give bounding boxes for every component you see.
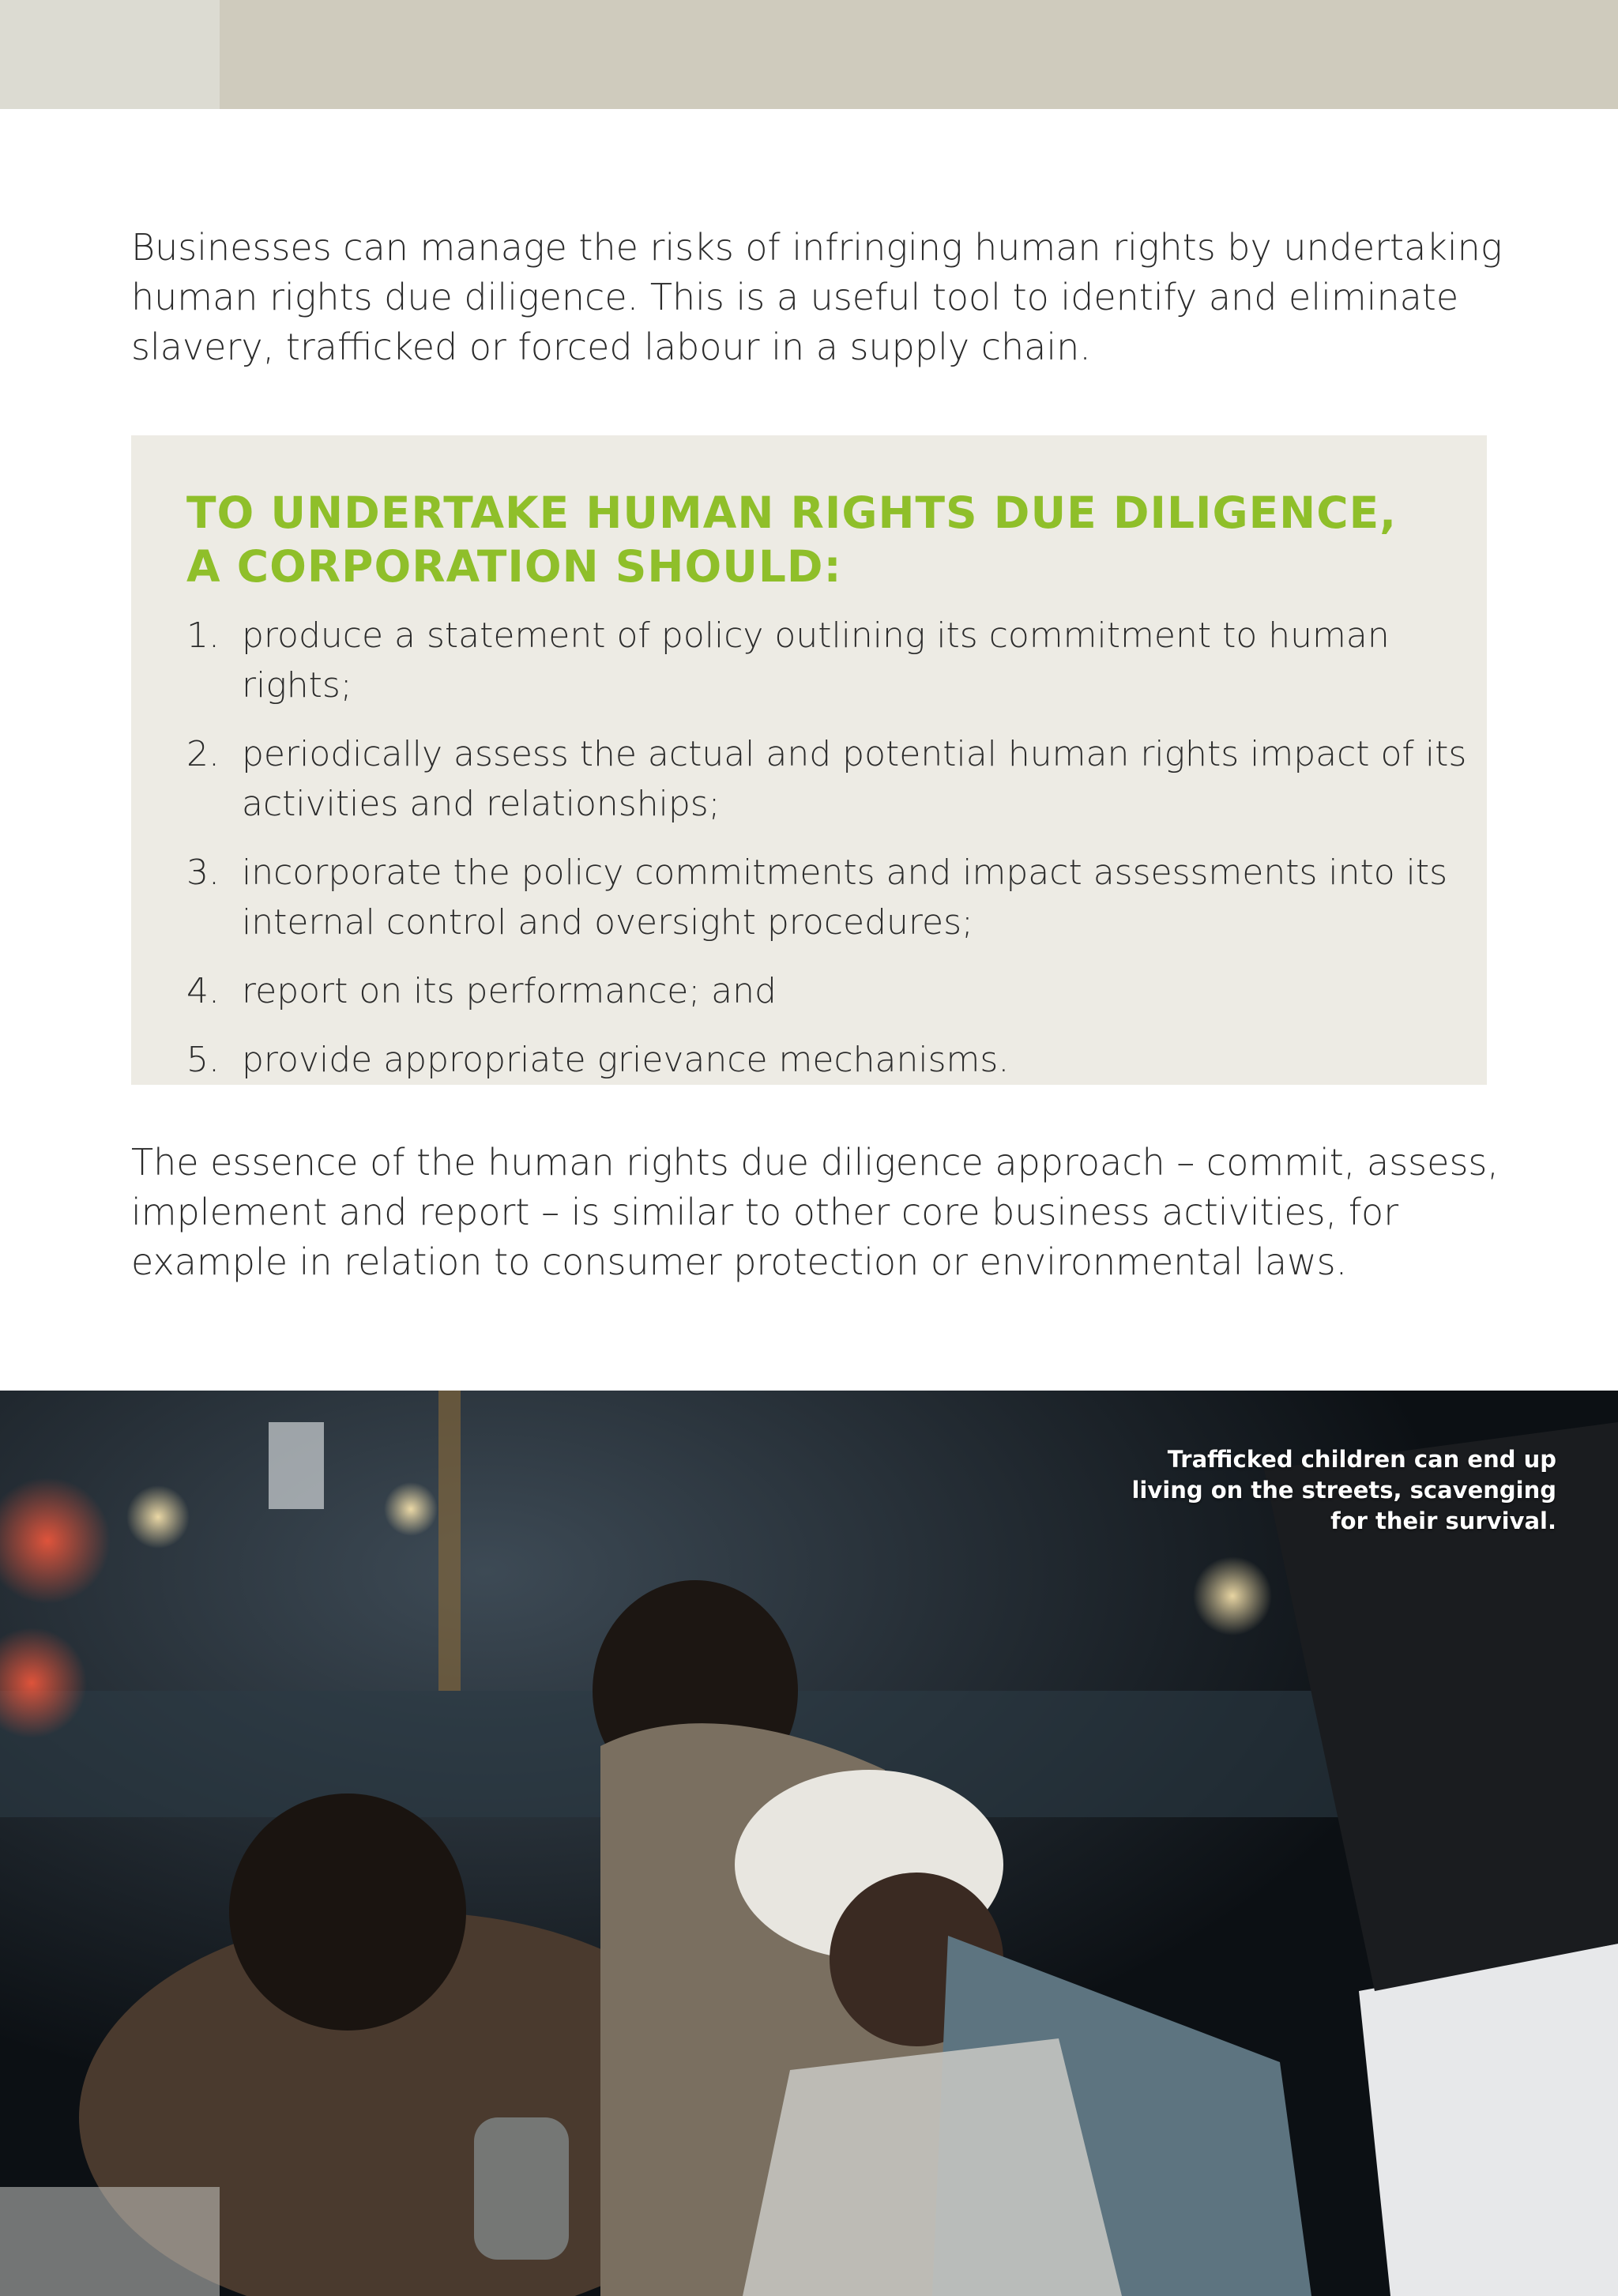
footer-corner-box bbox=[0, 2187, 220, 2296]
list-item-text: incorporate the policy commitments and impact assessments into its internal control and oversight procedures; bbox=[242, 853, 1448, 943]
essence-paragraph: The essence of the human rights due diligence approach – commit, assess, implement and report – is similar to other core business activities, for example in relation to consumer protection or environmental laws. bbox=[131, 1141, 1499, 1283]
list-item bbox=[186, 848, 1482, 947]
heading-line-2: A CORPORATION SHOULD: bbox=[186, 541, 842, 592]
list-item-number: 5. bbox=[186, 1040, 220, 1080]
list-item-number: 1. bbox=[186, 615, 220, 656]
list-item bbox=[186, 611, 1482, 710]
intro-paragraph: Businesses can manage the risks of infringing human rights by undertaking human rights due diligence. This is a useful tool to identify and eliminate slavery, trafficked or forced labour in a supply chain. bbox=[131, 226, 1503, 368]
list-item bbox=[186, 1035, 1482, 1085]
list-item-number: 2. bbox=[186, 734, 220, 774]
due-diligence-list bbox=[186, 611, 1482, 1104]
list-item-text: report on its performance; and bbox=[242, 971, 777, 1011]
due-diligence-box bbox=[131, 435, 1487, 1085]
list-item-number: 3. bbox=[186, 853, 220, 893]
header-band-right bbox=[220, 0, 1618, 109]
list-item-text: provide appropriate grievance mechanisms. bbox=[242, 1040, 1010, 1080]
list-item-number: 4. bbox=[186, 971, 220, 1011]
list-item bbox=[186, 966, 1482, 1016]
heading-line-1: TO UNDERTAKE HUMAN RIGHTS DUE DILIGENCE, bbox=[186, 487, 1398, 538]
due-diligence-heading bbox=[186, 486, 1466, 593]
list-item bbox=[186, 729, 1482, 829]
list-item-text: periodically assess the actual and potential human rights impact of its activities and relationships; bbox=[242, 734, 1467, 824]
photo-caption: Trafficked children can end up living on the streets, scavenging for their survival. bbox=[1131, 1446, 1556, 1534]
list-item-text: produce a statement of policy outlining its commitment to human rights; bbox=[242, 615, 1390, 706]
header-band-left bbox=[0, 0, 220, 109]
street-children-photo bbox=[0, 1391, 1618, 2296]
